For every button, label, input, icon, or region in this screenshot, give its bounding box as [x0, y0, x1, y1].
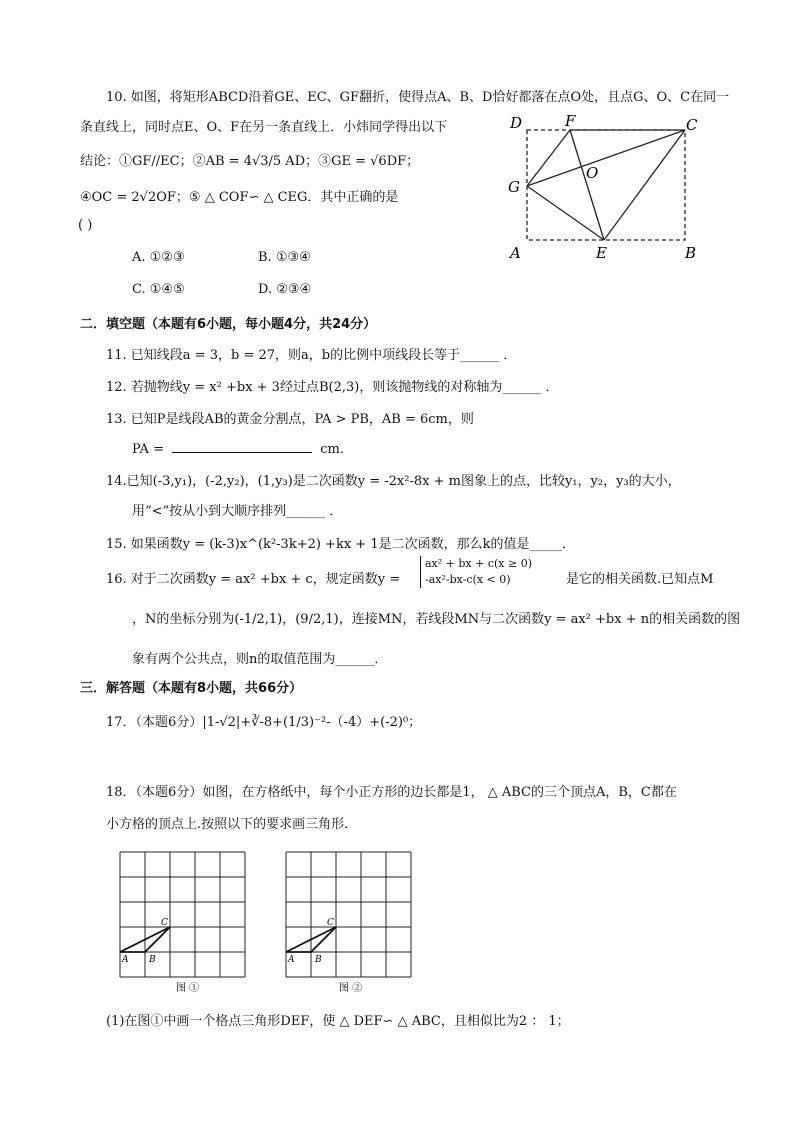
- q10-line3: 结论：①GF//EC；②AB = 4√3/5 AD；③GE = √6DF；: [80, 154, 420, 169]
- fig2-label-b: B: [315, 955, 322, 965]
- q10-option-d: D. ②③④: [258, 282, 312, 297]
- q14-line1: 14.已知(-3,y₁)，(-2,y₂)，(1,y₃)是二次函数y = -2x²-8x + m图象上的点，比较y₁，y₂，y₃的大小，: [106, 474, 681, 489]
- q13-line1: 13. 已知P是线段AB的黄金分割点，PA > PB，AB = 6cm，则: [106, 412, 474, 427]
- q10-option-b: B. ①③④: [258, 250, 311, 265]
- fig1-label-a: A: [122, 955, 129, 965]
- q18-grid-figures: [112, 848, 422, 996]
- q18-line1: 18．（本题6分）如图，在方格纸中，每个小正方形的边长都是1， △ ABC的三个顶点A，B，C都在: [106, 785, 677, 800]
- q15: 15. 如果函数y = (k-3)x^(k²-3k+2) +kx + 1是二次函数，那么k的值是_____．: [106, 537, 575, 552]
- label-e: E: [596, 244, 607, 262]
- q10-line1: 10. 如图，将矩形ABCD沿着GE、EC、GF翻折，使得点A、B、D恰好都落在点O处，且点G、O、C在同一: [106, 90, 730, 105]
- fig1-label-b: B: [149, 955, 156, 965]
- q16-piece-bottom: -ax²-bx-c(x < 0): [425, 573, 511, 586]
- q17: 17．（本题6分）|1-√2|+∛-8+(1/3)⁻²-（-4）+(-2)⁰；: [106, 715, 422, 730]
- q11: 11. 已知线段a = 3，b = 27，则a，b的比例中项线段长等于______ ．: [106, 348, 517, 363]
- label-o: O: [586, 164, 599, 182]
- q13-unit: cm.: [320, 442, 344, 457]
- fig1-caption: 图 ①: [176, 983, 200, 994]
- q10-line2: 条直线上，同时点E、O、F在另一条直线上．小炜同学得出以下: [80, 120, 448, 135]
- label-d: D: [510, 114, 523, 132]
- q16-piece-top: ax² + bx + c(x ≥ 0): [425, 557, 532, 570]
- q16-line3: 象有两个公共点，则n的取值范围为______．: [132, 652, 388, 667]
- q14-line2: 用“<”按从小到大顺序排列______ ．: [132, 504, 343, 519]
- q18-line2: 小方格的顶点上.按照以下的要求画三角形．: [106, 817, 358, 832]
- fig2-label-a: A: [288, 955, 295, 965]
- label-g: G: [508, 178, 520, 196]
- q13-line2: [132, 440, 344, 457]
- q16-line2: ，N的坐标分别为(-1/2,1)，(9/2,1)，连接MN，若线段MN与二次函数y = ax² +bx + n的相关函数的图: [132, 612, 741, 627]
- label-f: F: [565, 112, 576, 130]
- fig2-label-c: C: [327, 918, 334, 928]
- q10-line4: ④OC = 2√2OF；⑤ △ COF∽ △ CEG．其中正确的是: [80, 190, 399, 205]
- q10-option-c: C. ①④⑤: [132, 282, 185, 297]
- q10-rectangle-figure: [500, 110, 715, 270]
- fig1-label-c: C: [161, 918, 168, 928]
- fig2-caption: 图 ②: [339, 983, 363, 994]
- q10-answer-paren: ( ): [78, 218, 93, 233]
- grid-figure-2: [286, 852, 411, 994]
- q12: 12. 若抛物线y = x² +bx + 3经过点B(2,3)，则该抛物线的对称轴为______ ．: [106, 380, 559, 395]
- q13-answer-blank: [172, 440, 312, 453]
- grid-figure-1: [120, 852, 245, 994]
- q16-piecewise: [420, 556, 532, 588]
- label-a: A: [510, 244, 521, 262]
- q18-part1: (1)在图①中画一个格点三角形DEF，使 △ DEF∽ △ ABC，且相似比为2 ： 1；: [106, 1014, 570, 1029]
- q10-option-a: A. ①②③: [132, 250, 185, 265]
- section-2-heading: 二．填空题（本题有6小题，每小题4分，共24分）: [80, 317, 377, 332]
- label-b: B: [685, 244, 697, 262]
- q16-line1b: 是它的相关函数.已知点M: [566, 572, 714, 587]
- label-c: C: [686, 116, 698, 134]
- section-3-heading: 三．解答题（本题有8小题，共66分）: [80, 681, 303, 696]
- q13-pa-label: PA =: [132, 442, 164, 457]
- q16-line1a: 16. 对于二次函数y = ax² +bx + c，规定函数y =: [106, 572, 401, 587]
